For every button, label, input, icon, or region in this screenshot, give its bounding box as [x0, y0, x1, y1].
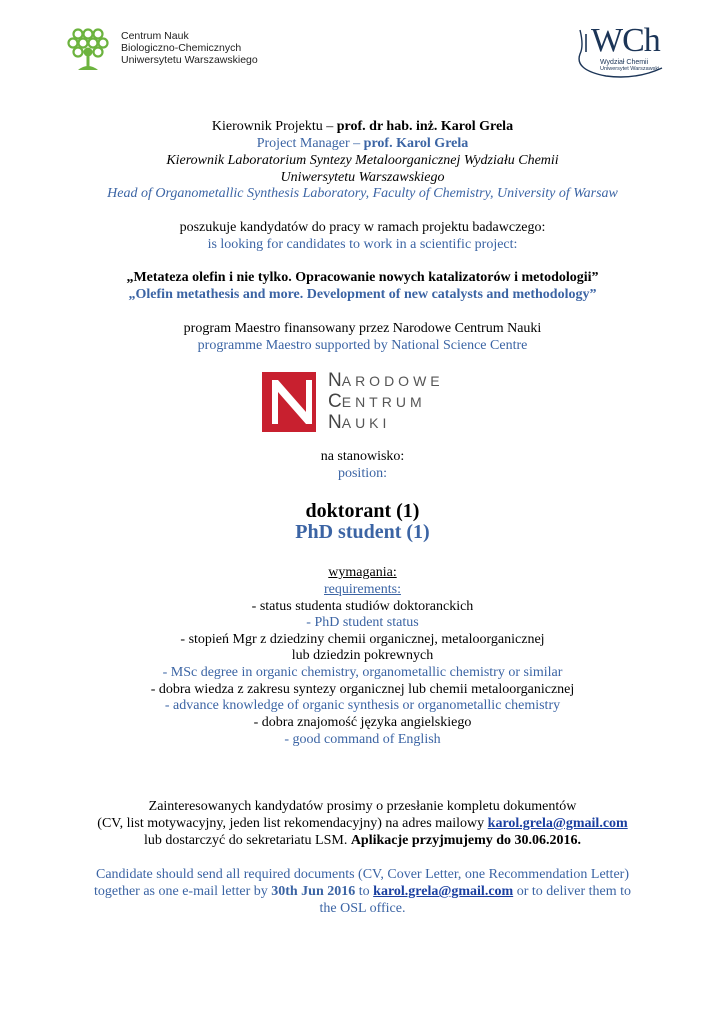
lab-pl-2: Uniwersytetu Warszawskiego [280, 170, 445, 185]
application-deadline-en: 30th Jun 2016 [271, 884, 356, 899]
ncn-emblem-icon [262, 372, 316, 432]
requirements-label-en [40, 581, 685, 598]
logo-line-3: Uniwersytetu Warszawskiego [121, 54, 258, 66]
email-link-en[interactable]: karol.grela@gmail.com [373, 884, 514, 899]
lab-pl-1: Kierownik Laboratorium Syntezy Metaloorganicznej Wydziału Chemii [166, 153, 559, 168]
logo-line-2: Biologiczno-Chemicznych [121, 42, 242, 54]
manager-pl [40, 118, 685, 135]
application-pl-1: Zainteresowanych kandydatów prosimy o przesłanie kompletu dokumentów [148, 799, 577, 814]
position-label-en: position: [337, 466, 387, 481]
ncn-word-1-cap: N [328, 370, 342, 391]
wch-faculty: Wydział Chemii [600, 59, 649, 66]
requirement-item: lub dziedzin pokrewnych [291, 648, 434, 663]
position-title-pl: doktorant (1) [305, 500, 420, 522]
requirement-item: - MSc degree in organic chemistry, organometallic chemistry or similar [162, 665, 563, 680]
position-label-pl: na stanowisko: [320, 449, 405, 464]
ncn-word-1-rest: ARODOWE [341, 373, 444, 389]
ncn-word-2-rest: ENTRUM [341, 394, 426, 410]
requirement-item: - advance knowledge of organic synthesis or organometallic chemistry [164, 698, 561, 713]
program-en: programme Maestro supported by National Science Centre [197, 338, 528, 353]
application-deadline-pl: Aplikacje przyjmujemy do 30.06.2016. [350, 833, 582, 848]
application-pl-2 [40, 815, 685, 832]
position-title-en: PhD student (1) [295, 521, 430, 543]
manager-en-prefix: Project Manager – [256, 136, 364, 151]
project-title-en: „Olefin metathesis and more. Development of new catalysts and methodology” [128, 287, 597, 302]
application-pl-2-text: (CV, list motywacyjny, jeden list rekomendacyjny) na adres mailowy [97, 816, 488, 831]
project-title-pl: „Metateza olefin i nie tylko. Opracowanie nowych katalizatorów i metodologii” [126, 270, 599, 285]
ncn-word-3 [328, 412, 390, 434]
application-en-2 [40, 883, 685, 900]
requirements-label-pl-text: wymagania: [328, 565, 397, 580]
requirements-label-pl [40, 564, 685, 581]
application-en-3: the OSL office. [319, 901, 406, 916]
seeking-en: is looking for candidates to work in a scientific project: [207, 237, 518, 252]
email-link-pl[interactable]: karol.grela@gmail.com [487, 816, 628, 831]
wch-logo-text: WCh [591, 22, 660, 59]
ncn-word-1 [328, 370, 444, 392]
application-en-2-pre: together as one e-mail letter by [93, 884, 272, 899]
requirement-item: - status studenta studiów doktoranckich [251, 599, 474, 614]
requirement-item: - stopień Mgr z dziedziny chemii organicznej, metaloorganicznej [180, 632, 545, 647]
application-en-2-mid: to [355, 884, 374, 899]
logo-line-1: Centrum Nauk [121, 30, 189, 42]
requirements-label-en-text: requirements: [324, 582, 401, 597]
manager-en [40, 135, 685, 152]
application-en-1: Candidate should send all required documents (CV, Cover Letter, one Recommendation Letter) [96, 867, 629, 882]
lab-en: Head of Organometallic Synthesis Laboratory, Faculty of Chemistry, University of Warsaw [107, 186, 618, 201]
ncn-logo [262, 372, 477, 432]
manager-pl-prefix: Kierownik Projektu – [211, 119, 337, 134]
manager-en-name: prof. Karol Grela [363, 136, 469, 151]
requirement-item: - good command of English [284, 732, 441, 747]
ncn-word-2-cap: C [328, 391, 342, 412]
program-pl: program Maestro finansowany przez Narodowe Centrum Nauki [183, 321, 542, 336]
requirement-item: - dobra wiedza z zakresu syntezy organicznej lub chemii metaloorganicznej [150, 682, 575, 697]
application-en-2-post: or to deliver them to [513, 884, 632, 899]
application-pl-3-text: lub dostarczyć do sekretariatu LSM. [143, 833, 351, 848]
requirement-item: - PhD student status [306, 615, 419, 630]
application-pl-3 [40, 832, 685, 849]
requirement-item: - dobra znajomość języka angielskiego [253, 715, 472, 730]
ncn-word-3-rest: AUKI [341, 415, 391, 431]
ncn-word-3-cap: N [328, 412, 342, 433]
wch-logo-subtext [600, 59, 659, 72]
manager-pl-name: prof. dr hab. inż. Karol Grela [336, 119, 514, 134]
wch-university: Uniwersytet Warszawski [600, 66, 660, 72]
ncn-word-2 [328, 391, 426, 413]
cnbch-logo-text [121, 30, 258, 66]
seeking-pl: poszukuje kandydatów do pracy w ramach projektu badawczego: [179, 220, 546, 235]
